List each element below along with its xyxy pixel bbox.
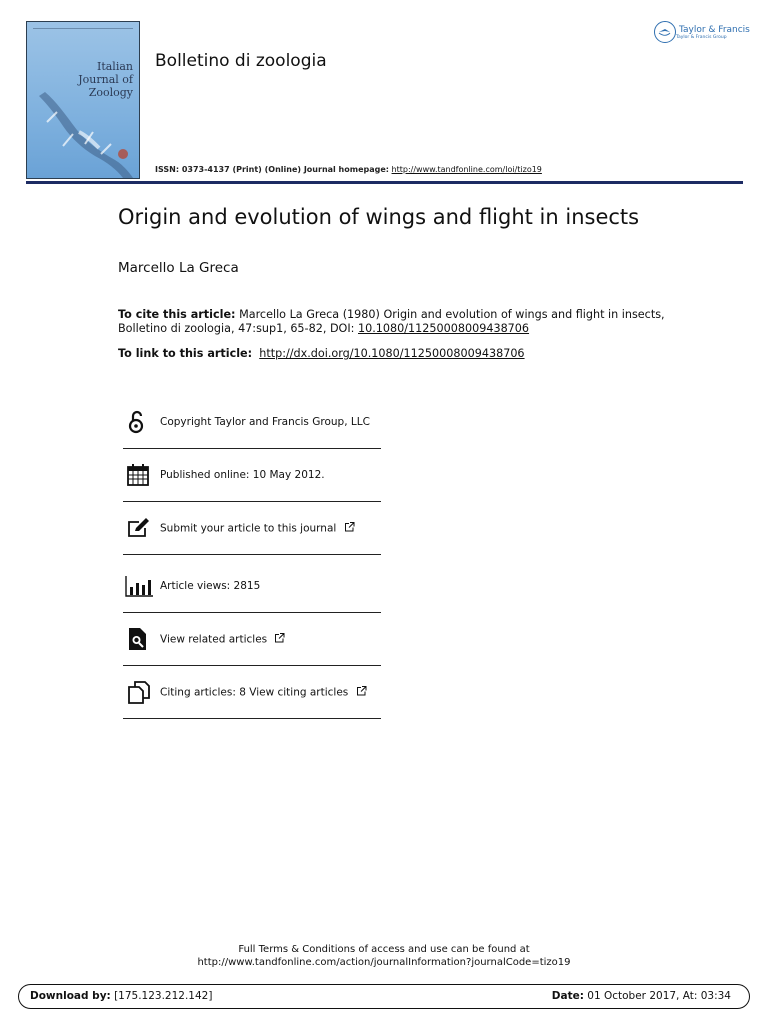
cover-title-line: Zoology xyxy=(88,86,133,99)
external-link-icon xyxy=(274,633,285,644)
citing-articles-link[interactable]: Citing articles: 8 View citing articles xyxy=(160,686,349,699)
citing-articles-icon xyxy=(125,680,153,704)
submit-article-link[interactable]: Submit your article to this journal xyxy=(160,522,337,535)
info-item-views xyxy=(123,560,381,613)
lizard-illustration xyxy=(27,22,139,178)
download-by xyxy=(30,990,212,1002)
edit-icon xyxy=(125,516,153,540)
info-item-label xyxy=(160,522,355,535)
info-item-label: Article views: 2815 xyxy=(160,580,261,592)
download-info-bar xyxy=(18,984,750,1009)
download-date xyxy=(552,990,731,1002)
article-doi-link[interactable]: http://dx.doi.org/10.1080/11250008009438706 xyxy=(259,347,525,360)
journal-homepage-link[interactable]: http://www.tandfonline.com/loi/tizo19 xyxy=(391,165,542,174)
external-link-icon xyxy=(356,686,367,697)
citation-text: Marcello La Greca (1980) Origin and evolution of wings and flight in insects, Bolletino di zoologia, 47:sup1, 65-82, DOI: xyxy=(118,308,665,335)
journal-name: Bolletino di zoologia xyxy=(155,51,327,71)
info-item-label: Copyright Taylor and Francis Group, LLC xyxy=(160,416,370,428)
terms-line: Full Terms & Conditions of access and use can be found at xyxy=(238,944,530,955)
info-item-submit[interactable] xyxy=(123,502,381,555)
info-item-published xyxy=(123,449,381,502)
info-item-related[interactable] xyxy=(123,613,381,666)
bar-chart-icon xyxy=(125,574,153,598)
article-link-block xyxy=(118,347,525,360)
citation-doi-link[interactable]: 10.1080/11250008009438706 xyxy=(358,321,530,335)
calendar-icon xyxy=(125,463,153,487)
date-label: Date: xyxy=(551,990,584,1002)
citation-block xyxy=(118,308,678,335)
terms-block xyxy=(0,943,768,969)
publisher-subname: Taylor & Francis Group xyxy=(676,34,727,40)
terms-url[interactable]: http://www.tandfonline.com/action/journalInformation?journalCode=tizo19 xyxy=(197,957,571,968)
cover-title-line: Italian xyxy=(96,60,133,73)
date-value: 01 October 2017, At: 03:34 xyxy=(587,990,731,1002)
info-item-copyright xyxy=(123,396,381,449)
publisher-logo-icon xyxy=(654,21,676,43)
info-item-label: Published online: 10 May 2012. xyxy=(160,469,325,481)
publisher-name: Taylor & Francis xyxy=(679,24,750,35)
citation-label: To cite this article: xyxy=(118,308,236,321)
download-value: [175.123.212.142] xyxy=(114,990,213,1002)
publisher-logo[interactable] xyxy=(654,21,750,43)
download-label: Download by: xyxy=(30,990,111,1002)
article-author: Marcello La Greca xyxy=(118,260,239,276)
external-link-icon xyxy=(344,522,355,533)
header-divider xyxy=(26,181,743,184)
article-title: Origin and evolution of wings and flight in insects xyxy=(118,205,640,229)
article-link-label: To link to this article: xyxy=(118,347,253,360)
info-item-label xyxy=(160,686,367,699)
open-access-icon xyxy=(125,410,153,434)
cover-title-line: Journal of xyxy=(78,73,133,86)
search-document-icon xyxy=(125,627,153,651)
info-item-label xyxy=(160,633,285,646)
issn-text: ISSN: 0373-4137 (Print) (Online) Journal homepage: xyxy=(155,165,389,174)
info-item-citing[interactable] xyxy=(123,666,381,719)
related-articles-link[interactable]: View related articles xyxy=(160,633,268,646)
issn-line xyxy=(155,165,542,174)
journal-cover-image xyxy=(26,21,140,179)
